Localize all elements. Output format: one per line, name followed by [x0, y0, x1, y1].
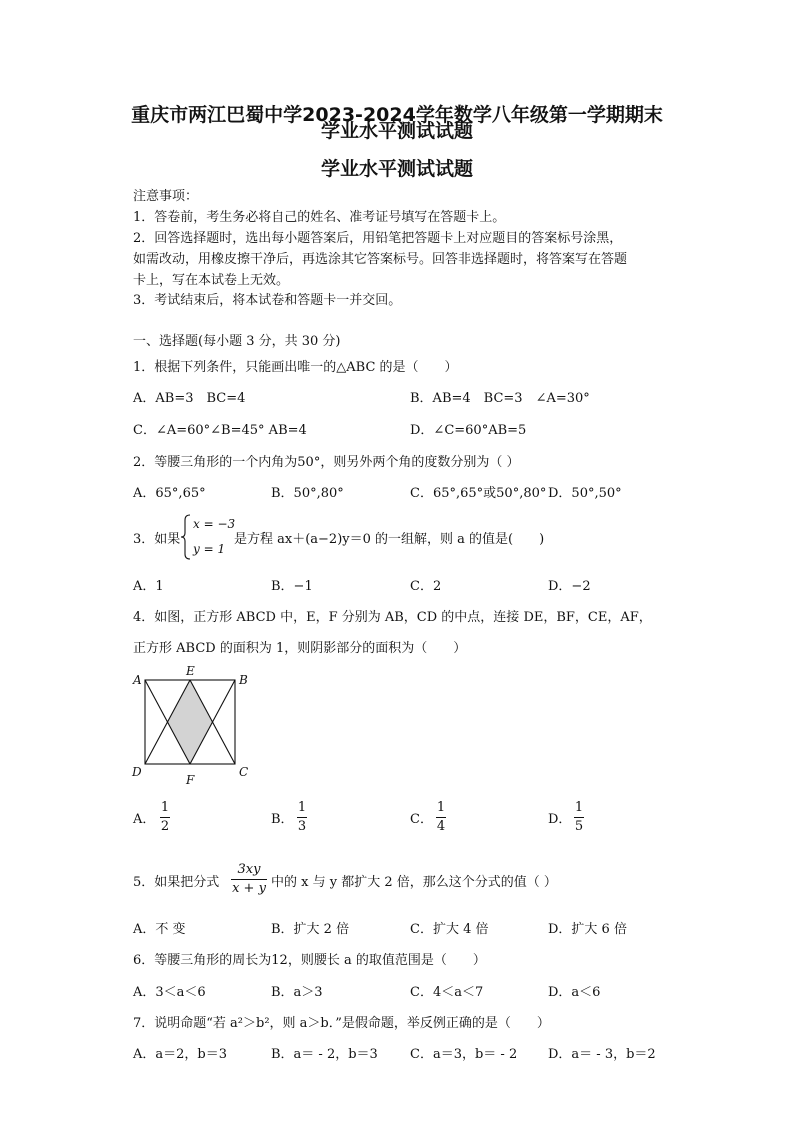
q4-option-b-den: 3	[297, 819, 307, 834]
q7-option-a: A．a＝2，b＝3	[133, 1047, 228, 1062]
note-2-line-2: 如需改动，用橡皮擦干净后，再选涂其它答案标号。回答非选择题时，将答案写在答题	[133, 252, 628, 267]
q1-stem: 1．根据下列条件，只能画出唯一的△ABC 的是（ ）	[133, 360, 458, 375]
note-2-line-3: 卡上，写在本试卷上无效。	[133, 273, 290, 288]
q4-option-a-fraction	[160, 800, 170, 835]
q1-option-b: B．AB=4 BC=3 ∠A=30°	[410, 391, 590, 406]
q6-option-d: D．a＜6	[548, 985, 601, 1000]
q6-option-a: A．3＜a＜6	[133, 985, 206, 1000]
exam-title-line1: 重庆市两江巴蜀中学2023-2024学年数学八年级第一学期期末	[131, 104, 663, 126]
q3-system-eq1: x = −3	[193, 517, 236, 531]
label-f: F	[186, 773, 195, 787]
q5-suffix: 中的 x 与 y 都扩大 2 倍，那么这个分式的值（ ）	[271, 875, 557, 890]
shaded-region	[168, 680, 212, 764]
q5-fraction	[231, 862, 267, 897]
square-figure	[128, 662, 258, 790]
q3-prefix: 3．如果	[133, 532, 181, 547]
q4-option-d-fraction	[574, 800, 584, 835]
q2-option-b: B．50°,80°	[271, 486, 344, 501]
q5-option-a: A．不 变	[133, 922, 186, 937]
q4-option-a-den: 2	[160, 819, 170, 834]
q6-stem: 6．等腰三角形的周长为12，则腰长 a 的取值范围是（ ）	[133, 953, 486, 968]
q6-option-c: C．4＜a＜7	[410, 985, 484, 1000]
q3-option-d: D．−2	[548, 579, 591, 594]
label-b: B	[239, 673, 248, 687]
q6-option-b: B．a＞3	[271, 985, 323, 1000]
q5-fraction-den: x + y	[232, 881, 266, 896]
q3-option-c: C．2	[410, 579, 442, 594]
note-1: 1．答卷前，考生务必将自己的姓名、准考证号填写在答题卡上。	[133, 210, 506, 225]
q7-stem: 7．说明命题“若 a²＞b²，则 a＞b．”是假命题，举反例正确的是（ ）	[133, 1016, 550, 1031]
q4-stem-line-2: 正方形 ABCD 的面积为 1，则阴影部分的面积为（ ）	[133, 641, 467, 656]
q4-stem-line-1: 4．如图，正方形 ABCD 中，E，F 分别为 AB，CD 的中点，连接 DE，BF，CE，AF，	[133, 610, 652, 625]
q5-option-d: D．扩大 6 倍	[548, 922, 627, 937]
q4-option-d-den: 5	[574, 819, 584, 834]
q7-option-d: D．a＝ - 3，b＝2	[548, 1047, 656, 1062]
section-heading: 一、选择题(每小题 3 分，共 30 分)	[133, 334, 341, 349]
q5-prefix: 5．如果把分式	[133, 875, 220, 890]
q3-option-b: B．−1	[271, 579, 313, 594]
exam-title-line2: 学业水平测试试题	[320, 120, 473, 142]
q4-option-d-label: D．	[548, 812, 572, 827]
q3-suffix: 是方程 ax＋(a−2)y＝0 的一组解，则 a 的值是( )	[234, 532, 545, 547]
q2-stem: 2．等腰三角形的一个内角为50°，则另外两个角的度数分别为（ ）	[133, 455, 520, 470]
q3-system-eq2: y = 1	[193, 542, 226, 556]
note-2-line-1: 2．回答选择题时，选出每小题答案后，用铅笔把答题卡上对应题目的答案标号涂黑，	[133, 231, 623, 246]
notes-heading: 注意事项：	[133, 189, 199, 204]
exam-title-line3: 学业水平测试试题	[320, 158, 473, 180]
q2-option-a: A．65°,65°	[133, 486, 206, 501]
q7-option-c: C．a＝3，b＝ - 2	[410, 1047, 518, 1062]
q4-option-d-num: 1	[574, 800, 584, 815]
q4-option-c-label: C．	[410, 812, 433, 827]
q5-fraction-num: 3xy	[237, 862, 261, 877]
q4-option-c-num: 1	[436, 800, 446, 815]
q4-option-a-label: A．	[133, 812, 156, 827]
q1-option-d: D．∠C=60°AB=5	[410, 423, 527, 438]
q3-option-a: A．1	[133, 579, 164, 594]
q4-option-c-fraction	[436, 800, 446, 835]
q7-option-b: B．a＝ - 2，b＝3	[271, 1047, 378, 1062]
q1-option-a: A．AB=3 BC=4	[133, 391, 246, 406]
q1-option-c: C．∠A=60°∠B=45° AB=4	[133, 423, 307, 438]
q3-system-brace	[180, 514, 192, 560]
note-3: 3．考试结束后，将本试卷和答题卡一并交回。	[133, 293, 402, 308]
q5-option-b: B．扩大 2 倍	[271, 922, 350, 937]
label-a: A	[133, 673, 142, 687]
q4-option-b-fraction	[297, 800, 307, 835]
label-e: E	[186, 664, 195, 678]
label-c: C	[239, 765, 249, 779]
q2-option-c: C．65°,65°或50°,80°	[410, 486, 547, 501]
q4-option-c-den: 4	[436, 819, 446, 834]
label-d: D	[132, 765, 142, 779]
q5-option-c: C．扩大 4 倍	[410, 922, 489, 937]
q4-option-b-label: B．	[271, 812, 294, 827]
q2-option-d: D．50°,50°	[548, 486, 622, 501]
q4-option-a-num: 1	[160, 800, 170, 815]
q4-option-b-num: 1	[297, 800, 307, 815]
